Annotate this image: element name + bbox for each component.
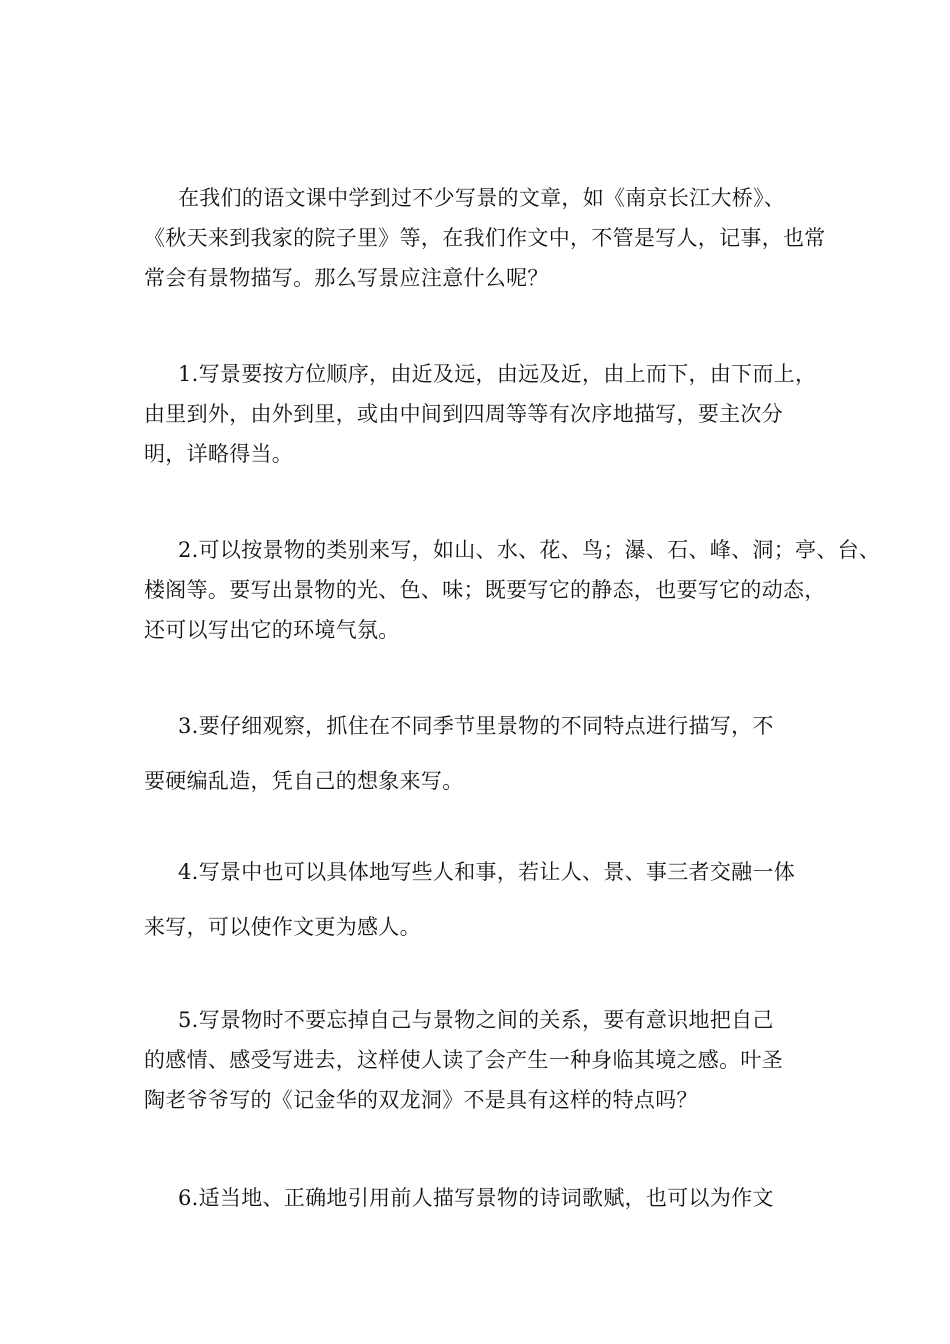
paragraph-tip-4: [144, 852, 814, 947]
text-line: 1.写景要按方位顺序，由近及远，由远及近，由上而下，由下而上，: [178, 362, 817, 386]
text-line: 2.可以按景物的类别来写，如山、水、花、鸟；瀑、石、峰、洞；亭、台、: [178, 538, 881, 562]
paragraph-intro: [144, 178, 826, 298]
text-line: 还可以写出它的环境气氛。: [144, 618, 400, 642]
text-line: 5.写景物时不要忘掉自己与景物之间的关系，要有意识地把自己: [178, 1008, 774, 1032]
text-line: 由里到外，由外到里，或由中间到四周等等有次序地描写，要主次分: [144, 402, 783, 426]
text-line: 3.要仔细观察，抓住在不同季节里景物的不同特点进行描写，不: [178, 714, 774, 738]
paragraph-tip-5: [144, 1000, 814, 1120]
text-line: 要硬编乱造，凭自己的想象来写。: [144, 769, 464, 793]
text-line: 陶老爷爷写的《记金华的双龙洞》不是具有这样的特点吗？: [144, 1088, 698, 1112]
text-line: 6.适当地、正确地引用前人描写景物的诗词歌赋，也可以为作文: [178, 1186, 774, 1210]
text-line: 明，详略得当。: [144, 442, 294, 466]
paragraph-tip-6: [144, 1178, 814, 1218]
text-line: 常会有景物描写。那么写景应注意什么呢？: [144, 266, 549, 290]
text-line: 的感情、感受写进去，这样使人读了会产生一种身临其境之感。叶圣: [144, 1048, 783, 1072]
paragraph-tip-3: [144, 706, 814, 801]
text-line: 来写，可以使作文更为感人。: [144, 915, 421, 939]
text-line: 在我们的语文课中学到过不少写景的文章，如《南京长江大桥》、: [178, 186, 786, 210]
paragraph-tip-1: [144, 354, 817, 474]
text-line: 4.写景中也可以具体地写些人和事，若让人、景、事三者交融一体: [178, 860, 796, 884]
text-line: 楼阁等。要写出景物的光、色、味；既要写它的静态，也要写它的动态，: [144, 578, 826, 602]
paragraph-tip-2: [144, 530, 881, 650]
text-line: 《秋天来到我家的院子里》等，在我们作文中，不管是写人，记事，也常: [144, 226, 826, 250]
